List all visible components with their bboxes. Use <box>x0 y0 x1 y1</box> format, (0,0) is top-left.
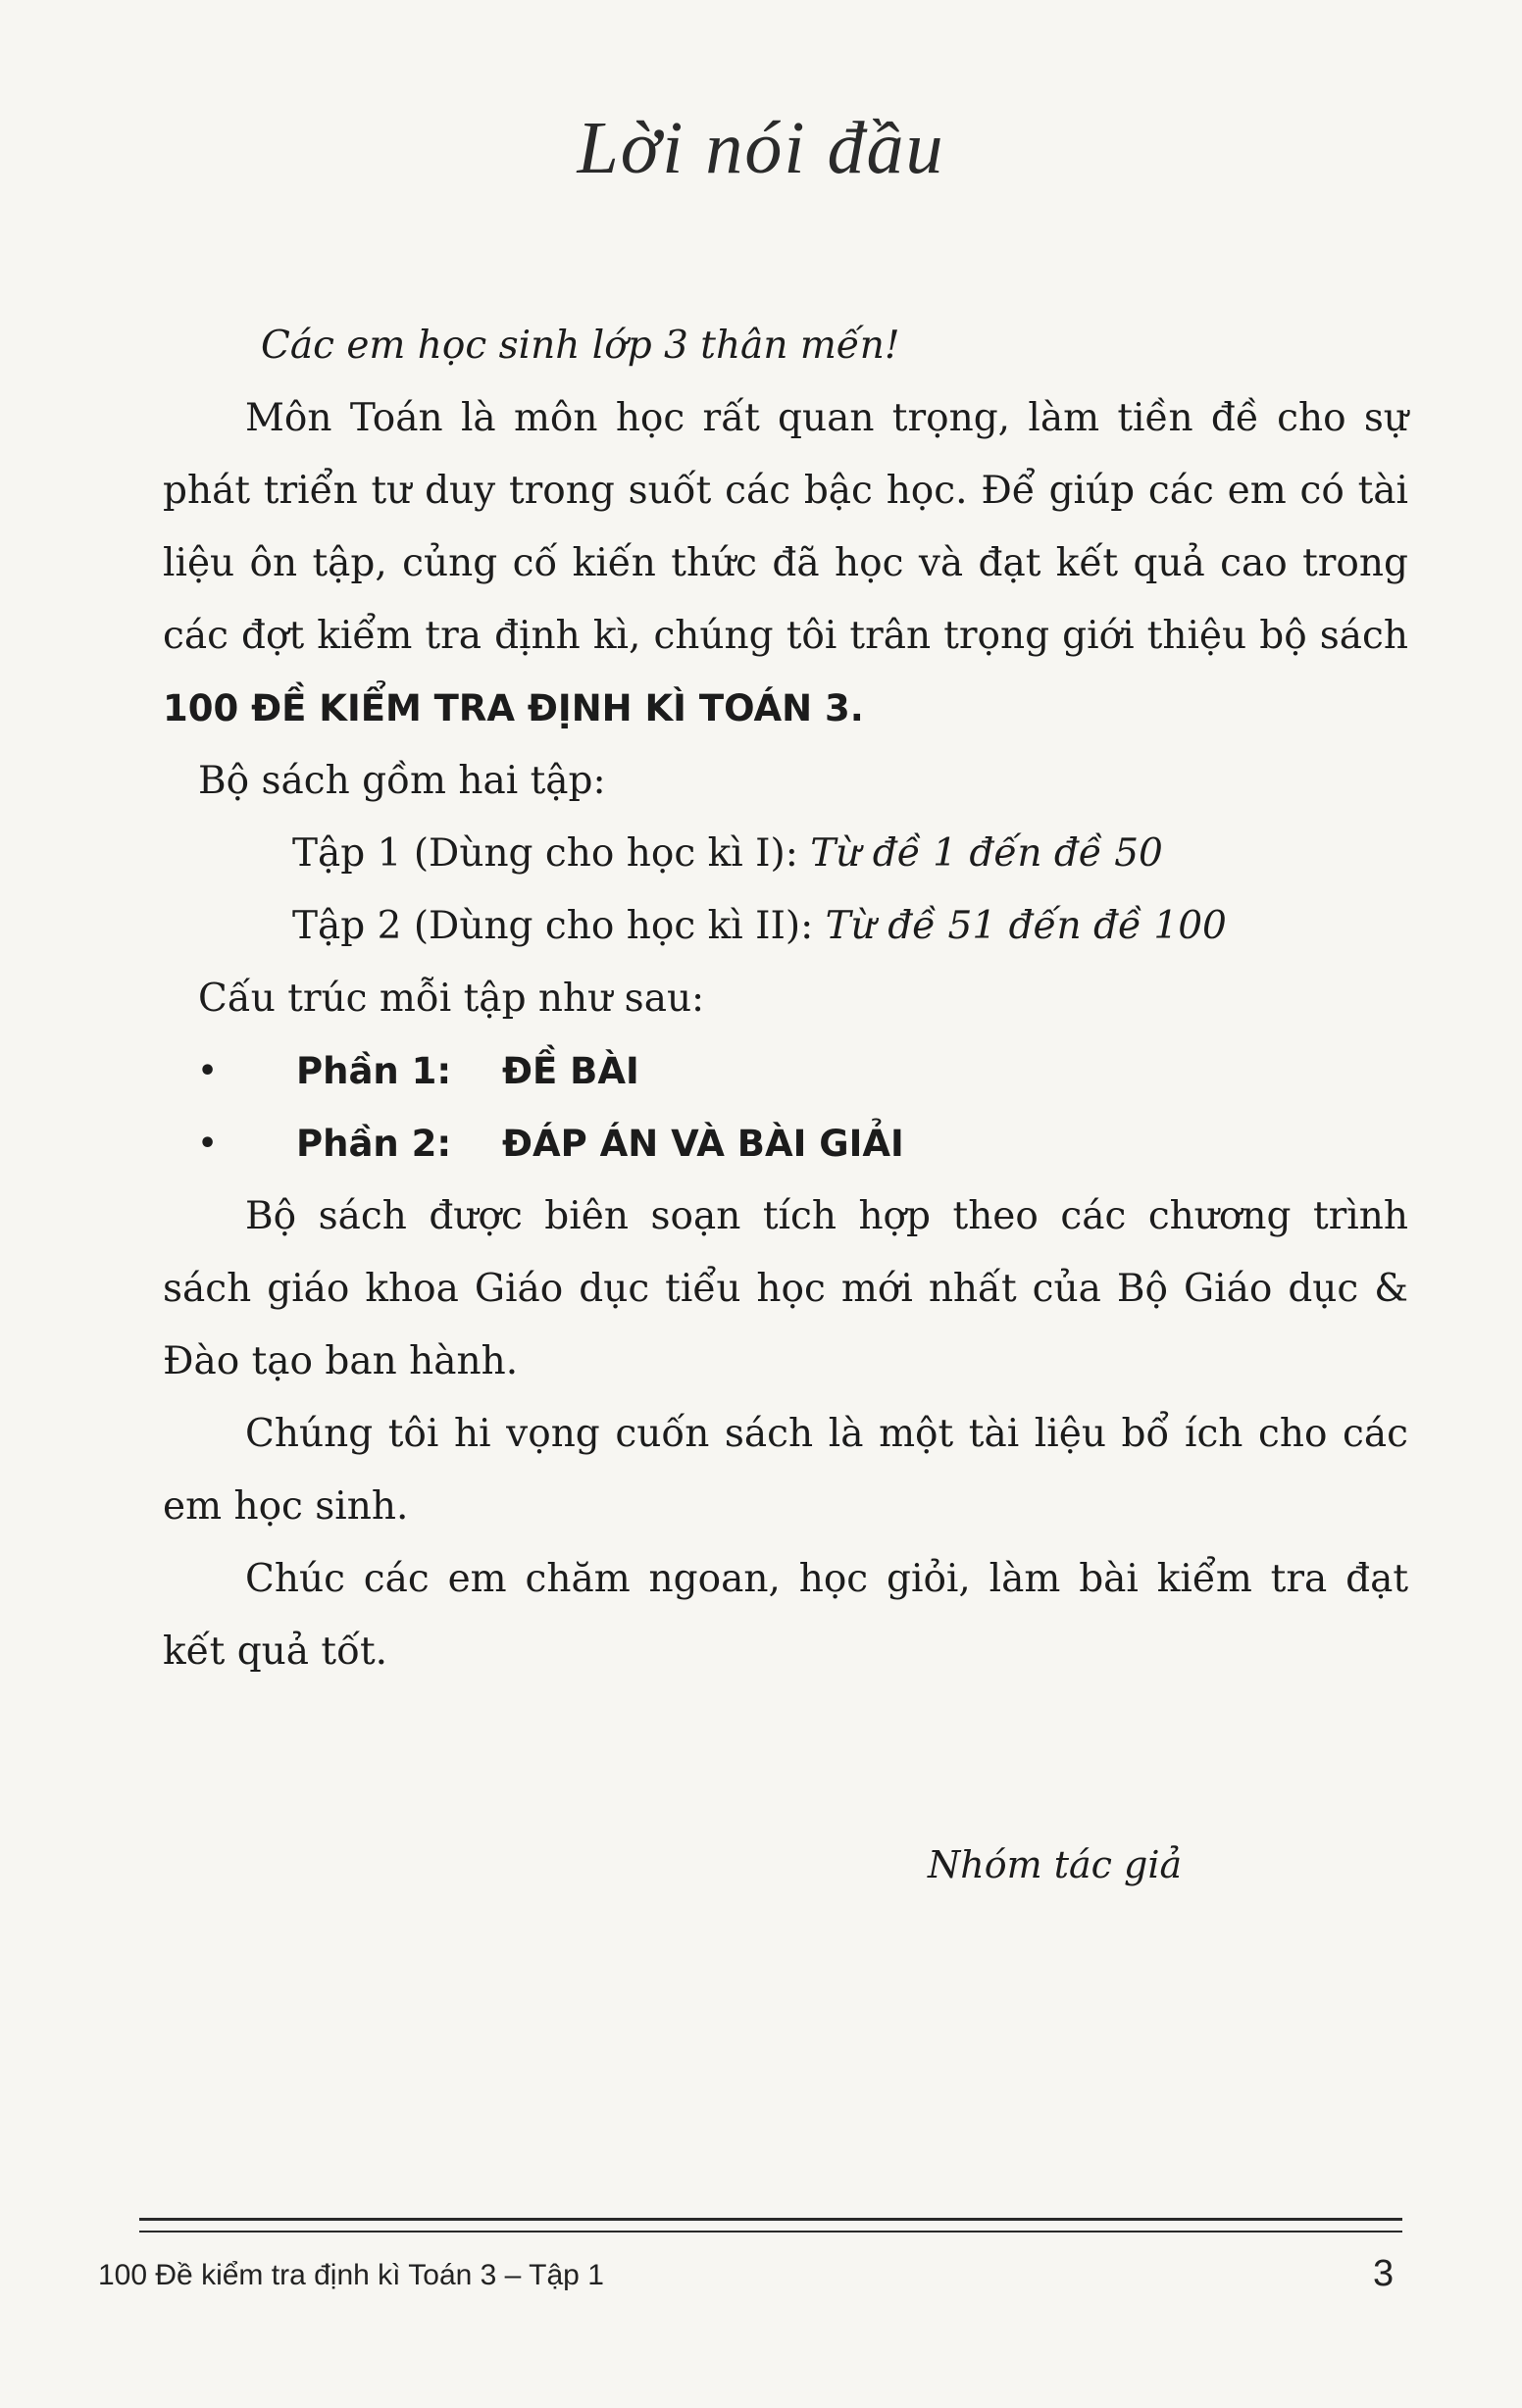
intro-text: Môn Toán là môn học rất quan trọng, làm tiền đề cho sự phát triển tư duy trong suốt các bậc học. Để giúp các em có tài liệu ôn tập, củng cố kiến thức đã học và đạt kết quả cao trong các đợt kiểm tra định kì, chúng tôi trân trọng giới thiệu bộ sách <box>163 396 1408 658</box>
body-text <box>163 310 1408 1688</box>
part-title: ĐỀ BÀI <box>502 1050 639 1092</box>
bullet-icon: • <box>198 1127 218 1161</box>
paragraph-compilation: Bộ sách được biên soạn tích hợp theo các chương trình sách giáo khoa Giáo dục tiểu học mới nhất của Bộ Giáo dục & Đào tạo ban hành. <box>163 1194 1408 1383</box>
part-item <box>163 1108 1408 1180</box>
part-label: Phần 1: <box>296 1050 452 1092</box>
volume-range: Từ đề 1 đến đề 50 <box>810 831 1163 876</box>
volume-item <box>163 890 1408 963</box>
part-title: ĐÁP ÁN VÀ BÀI GIẢI <box>502 1123 904 1165</box>
page-title: Lời nói đầu <box>577 107 945 189</box>
page-number: 3 <box>1373 2253 1395 2294</box>
volume-label: Tập 1 (Dùng cho học kì I): <box>292 831 798 876</box>
volume-range: Từ đề 51 đến đề 100 <box>825 904 1227 948</box>
bullet-icon: • <box>198 1054 218 1088</box>
footer-book-info: 100 Đề kiểm tra định kì Toán 3 – Tập 1 <box>98 2259 604 2291</box>
volume-item <box>163 818 1408 890</box>
part-label: Phần 2: <box>296 1123 452 1165</box>
intro-end: . <box>849 687 864 729</box>
paragraph-hope: Chúng tôi hi vọng cuốn sách là một tài liệu bổ ích cho các em học sinh. <box>163 1412 1408 1529</box>
signature: Nhóm tác giả <box>928 1843 1183 1886</box>
part-item <box>163 1035 1408 1108</box>
book-title: 100 ĐỀ KIỂM TRA ĐỊNH KÌ TOÁN 3 <box>163 687 850 729</box>
structure-heading: Cấu trúc mỗi tập như sau: <box>198 977 705 1021</box>
greeting: Các em học sinh lớp 3 thân mến! <box>261 324 900 368</box>
paragraph-wishes: Chúc các em chăm ngoan, học giỏi, làm bài kiểm tra đạt kết quả tốt. <box>163 1557 1408 1674</box>
volume-label: Tập 2 (Dùng cho học kì II): <box>292 904 814 948</box>
volumes-heading: Bộ sách gồm hai tập: <box>198 759 606 803</box>
footer-divider <box>139 2218 1402 2232</box>
intro-paragraph <box>163 382 1408 745</box>
